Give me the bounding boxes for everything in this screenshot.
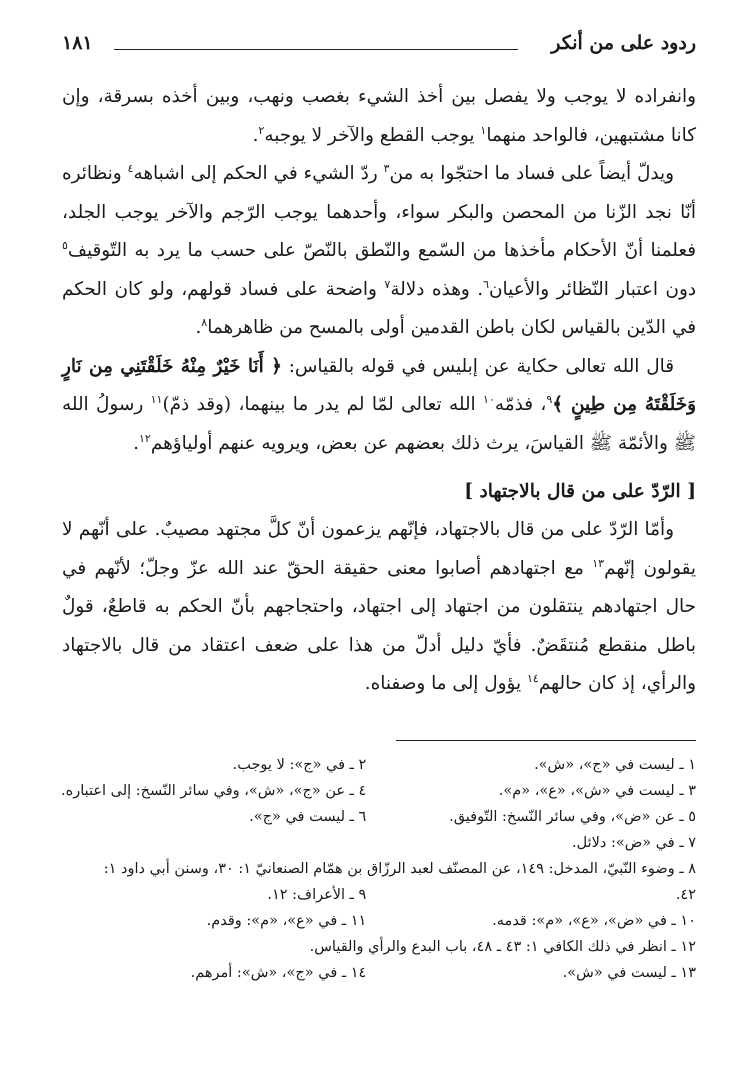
- text-segment: وانفراده لا يوجب ولا يفصل بين أخذ الشيء بغصب ونهب، وبين أخذه بسرقة، وإن كانا مشتبهين، فالواحد منهما: [62, 86, 696, 146]
- main-text: [62, 78, 696, 704]
- footnote-ref: ١٠: [483, 392, 495, 406]
- footnote-13: ١٣ ـ ليست في «ش».: [562, 965, 696, 981]
- footnote-ref: ٨: [201, 315, 208, 329]
- footnote-divider: [396, 740, 696, 741]
- footnote-ref: ٩: [546, 392, 553, 406]
- text-segment: وأمّا الرّدّ على من قال بالاجتهاد، فإنّهم يزعمون أنّ كلَّ مجتهد مصيبٌ. على أنّهم لا يقولون إنّهم: [62, 519, 696, 579]
- footnote-ref: ١٤: [526, 671, 539, 685]
- footnote-3: ٣ ـ ليست في «ش»، «ع»، «م».: [498, 783, 696, 799]
- text-segment: يوجب القطع والآخر لا يوجبه: [264, 124, 481, 146]
- quran-verse: ﴿ أَنَا خَيْرٌ مِنْهُ خَلَقْتَنِي مِن نَارٍ وَخَلَقْتَهُ مِن طِينٍ ﴾: [62, 355, 696, 415]
- footnote-10: ١٠ ـ في «ض»، «ع»، «م»: قدمه.: [492, 913, 696, 929]
- header-rule: [114, 49, 518, 50]
- text-segment: دون اعتبار النّظائر والأعيان: [489, 278, 697, 300]
- footnotes: [62, 752, 696, 986]
- footnote-ref: ٥: [62, 238, 68, 252]
- running-title: ردود على من أنكر: [551, 32, 696, 54]
- paragraph-2: [62, 155, 696, 348]
- footnote-2: ٢ ـ في «ج»: لا يوجب.: [232, 757, 367, 773]
- paragraph-1: [62, 78, 696, 155]
- footnote-ref: ١: [480, 123, 487, 137]
- text-segment: قال الله تعالى حكاية عن إبليس في قوله بالقياس:: [281, 355, 674, 377]
- footnote-ref: ١١: [150, 392, 163, 406]
- footnote-row: [62, 908, 696, 934]
- footnote-11: ١١ ـ في «ع»، «م»: وقدم.: [206, 913, 367, 929]
- text-segment: ونظائره أنّا نجد الزّنا من المحصن والبكر سواء، وأحدهما يوجب الرّجم والآخر يوجب الجلد، فعلمنا أنّ الأحكام مأخذها من السّمع والنّطق بالنّصّ على حسب ما يرد به التّوقيف: [62, 163, 696, 261]
- footnote-ref: ٦: [483, 277, 490, 291]
- footnote-8-continued: ٤٢.: [675, 887, 696, 903]
- section-heading: [ الرّدّ على من قال بالاجتهاد ]: [464, 481, 696, 502]
- footnote-row: [62, 882, 696, 908]
- text-segment: . وهذه دلالة: [390, 278, 484, 300]
- page-header: [62, 32, 696, 62]
- footnote-8: ٨ ـ وضوء النّبيّ، المدخل: ١٤٩، عن المصنّف لعبد الرزّاق بن همّام الصنعانيّ ١: ٣٠، وسنن أبي داود ١:: [103, 861, 696, 877]
- paragraph-4: [62, 511, 696, 704]
- footnote-5: ٥ ـ عن «ض»، وفي سائر النّسخ: التّوفيق.: [449, 809, 696, 825]
- footnote-1: ١ ـ ليست في «ج»، «ش».: [534, 757, 696, 773]
- footnote-4: ٤ ـ عن «ج»، «ش»، وفي سائر النّسخ: إلى اعتباره.: [60, 783, 367, 799]
- footnote-row: [62, 778, 696, 804]
- footnote-7: ٧ ـ في «ض»: دلائل.: [571, 835, 696, 851]
- paragraph-3: [62, 348, 696, 464]
- text-segment: ، فذمّه: [494, 394, 547, 415]
- footnote-6: ٦ ـ ليست في «ج».: [249, 809, 367, 825]
- footnote-14: ١٤ ـ في «ج»، «ش»: أمرهم.: [190, 965, 367, 981]
- footnote-ref: ٣: [383, 161, 390, 175]
- footnote-ref: ٧: [384, 277, 391, 291]
- text-segment: ردّ الشيء في الحكم إلى اشباهه: [133, 163, 384, 184]
- footnote-12: ١٢ ـ انظر في ذلك الكافي ١: ٤٣ ـ ٤٨، باب البدع والرأي والقياس.: [309, 939, 696, 955]
- text-segment: مع اجتهادهم أصابوا معنى حقيقة الحقّ عند الله عزّ وجلّ؛ لأنّهم في حال اجتهادهم ينتقلون من اجتهاد إلى اجتهاد، واحتجاجهم بأنّ الحكم به قاطعٌ، قولٌ باطل منقطع مُنتقَضٌ. فأيّ دليل أدلّ من هذا على ضعف اعتقاد من قال بالاجتهاد والرأي، إذ كان حالهم: [62, 557, 696, 694]
- text-segment: .: [133, 432, 140, 454]
- footnote-row: [62, 960, 696, 986]
- text-segment: الله تعالى لمّا لم يدر ما بينهما، (وقد ذمّ): [162, 394, 484, 415]
- text-segment: رسولُ الله ﷺ والأئمّة ﷺ القياسَ، يرث ذلك بعضهم عن بعض، ويرويه عنهم أولياؤهم: [62, 394, 696, 454]
- footnote-9: ٩ ـ الأعراف: ١٢.: [267, 887, 367, 903]
- footnote-row: [62, 752, 696, 778]
- footnote-row: [62, 804, 696, 830]
- text-segment: .: [252, 124, 259, 146]
- footnote-ref: ١٣: [592, 556, 605, 570]
- page-number: ١٨١: [62, 32, 93, 54]
- footnote-ref: ٢: [258, 123, 265, 137]
- footnote-ref: ١٢: [139, 431, 151, 445]
- text-segment: .: [195, 317, 202, 338]
- text-segment: واضحة على فساد قولهم، ولو كان الحكم في الدّين بالقياس لكان باطن القدمين أولى بالمسح من ظاهرهما: [62, 278, 696, 338]
- text-segment: يؤول إلى ما وصفناه.: [364, 673, 527, 694]
- text-segment: ويدلّ أيضاً على فساد ما احتجّوا به من: [389, 163, 675, 184]
- footnote-ref: ٤: [127, 161, 134, 175]
